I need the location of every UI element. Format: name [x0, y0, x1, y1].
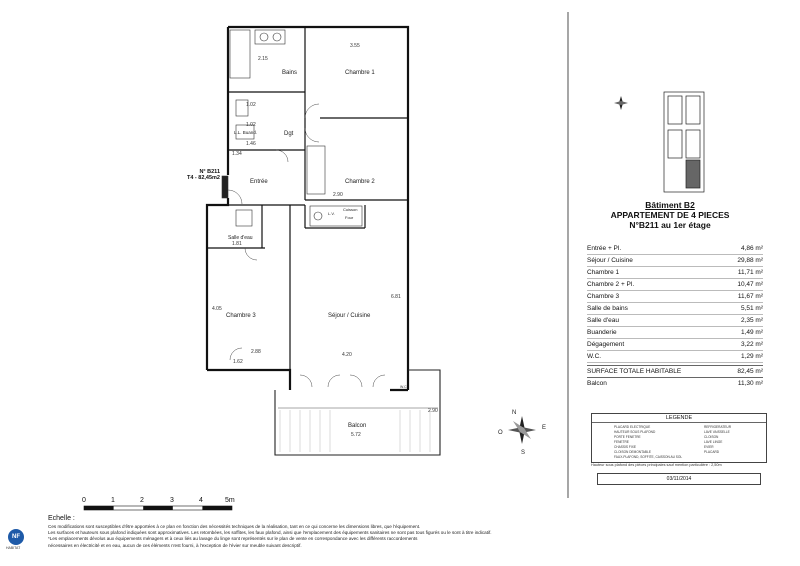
dim-label: 1.46 [246, 141, 256, 147]
legend-item: EVIER [704, 445, 714, 449]
legend-item: CLOISON [704, 435, 719, 439]
compass-e: E [542, 425, 547, 431]
dim-label: 2.90 [333, 192, 343, 198]
disclaimer-line: nécessaires en électricité et en eau, aucun de ces éléments n'est fourni, à l'exception de l'évier sur meuble suivant descriptif. [48, 542, 302, 548]
disclaimer-line: Ces modifications sont susceptibles d'être apportées à ce plan en fonction des nécessités techniques de la réalisation, tant en ce qui concerne les dimensions libres, que l'équipement. [48, 524, 421, 529]
room-label-cuisson: Cuisson [343, 207, 358, 212]
dim-label: 3.55 [350, 43, 360, 49]
legend-item: CHASSIS FIXE [614, 445, 636, 449]
dim-label: 4.20 [342, 352, 352, 358]
apartment-number: N° B211 [199, 169, 220, 175]
legend-item: CLOISON DEMONTABLE [614, 450, 651, 454]
room-label-sejour: Séjour / Cuisine [328, 313, 371, 319]
key-plan-compass-icon [614, 96, 628, 110]
room-label-lli: L.L. Buand. [234, 130, 258, 135]
exterior-walls [207, 27, 408, 390]
key-plan-thumbnail [664, 92, 704, 192]
plan-date: 03/11/2014 [597, 473, 761, 485]
area-table [587, 243, 763, 389]
scale-label: Echelle : [48, 515, 75, 522]
scale-tick: 1 [111, 497, 115, 504]
room-label-dgt: Dgt [284, 131, 294, 137]
legend-item: LAVE LINGE [704, 440, 723, 444]
balcony-hatch [280, 410, 430, 452]
area-row: Séjour / Cuisine 29,88 m² [587, 255, 763, 267]
area-row: Salle de bains 5,51 m² [587, 303, 763, 315]
area-row: W.C. 1,29 m² [587, 351, 763, 363]
disclaimer-line: *Les emplacements dévolus aux équipements ménagers et à ceux liés au lavage du linge sont représentés sur le plan de vente en correspondance avec les différents raccordements [48, 536, 418, 542]
dim-label: 5.72 [351, 432, 361, 438]
legend-item: REFRIGERATEUR [704, 425, 732, 429]
disclaimer-line: Les surfaces et hauteurs sous plafond indiquées sont approximatives. Les retombées, les soffites, les faux plafond, ainsi que l'emplacement des équipements sanitaires ne sont pas tous figurés ou le sont à titre indicatif. [48, 530, 492, 536]
legend-item: FENETRE [614, 440, 629, 444]
compass-s: S [521, 450, 526, 456]
scale-tick: 3 [170, 497, 174, 504]
room-label-chambre1: Chambre 1 [345, 70, 375, 76]
dim-label: 6.81 [391, 294, 401, 300]
area-row: Dégagement 3,22 m² [587, 339, 763, 351]
area-row: Chambre 2 + Pl. 10,47 m² [587, 279, 763, 291]
dim-label: 1.62 [233, 359, 243, 365]
legend-item: LAVE VAISSELLE [704, 430, 730, 434]
nf-logo-subtitle: HABITAT [6, 546, 21, 550]
scale-tick: 5m [225, 497, 235, 504]
ceiling-height-note: Hauteur sous plafond des pièces principales sauf mention particulière : 2,50m [591, 463, 722, 467]
room-label-entree: Entrée [250, 179, 268, 185]
dim-label: 2.90 [428, 408, 438, 414]
legend-item: FAUX-PLAFOND, SOFFITE, CAISSON AU SOL [614, 455, 683, 459]
apartment-area: T4 - 82,45m2 [186, 175, 220, 181]
apartment-label [182, 169, 220, 181]
wc-label: W.C. [400, 385, 408, 389]
dim-label: 1.02 [246, 122, 256, 128]
dim-label: 1.81 [232, 241, 242, 247]
legend-item: PLACARD [704, 450, 720, 454]
room-label-chambre2: Chambre 2 [345, 179, 375, 185]
room-label-salle-eau: Salle d'eau [228, 235, 253, 241]
balcony-outline [275, 370, 440, 455]
area-row: Chambre 1 11,71 m² [587, 267, 763, 279]
dim-label: 2.15 [258, 56, 268, 62]
area-row: Chambre 3 11,67 m² [587, 291, 763, 303]
room-label-balcon: Balcon [348, 423, 367, 429]
legend-box [591, 413, 767, 463]
legend-item: HAUTEUR SOUS PLAFOND [614, 430, 656, 434]
scale-tick: 4 [199, 497, 203, 504]
total-area-row: SURFACE TOTALE HABITABLE 82,45 m² [587, 365, 763, 378]
building-name: Bâtiment B2 [645, 200, 695, 210]
room-label-bains: Bains [282, 70, 298, 76]
dim-label: 1.02 [246, 102, 256, 108]
compass-icon [498, 410, 546, 456]
dim-label: 4.05 [212, 306, 222, 312]
dim-label: 1.34 [232, 151, 242, 157]
area-row: Salle d'eau 2,35 m² [587, 315, 763, 327]
area-row: Buanderie 1,49 m² [587, 327, 763, 339]
balcony-area-row: Balcon 11,30 m² [587, 380, 763, 387]
apartment-type: APPARTEMENT DE 4 PIECES [610, 210, 730, 220]
legend-item: PORTE FENETRE [614, 435, 641, 439]
compass-n: N [512, 410, 517, 416]
scale-bar [84, 506, 232, 510]
room-label-chambre3: Chambre 3 [226, 313, 256, 319]
panel-title [560, 200, 780, 230]
room-label-lv: L.V. [328, 211, 335, 216]
area-row: Entrée + Pl. 4,86 m² [587, 243, 763, 255]
legend-title: LEGENDE [592, 414, 766, 423]
scale-tick: 2 [140, 497, 144, 504]
scale-tick: 0 [82, 497, 86, 504]
nf-logo: NF [8, 529, 24, 545]
legend-item: PLACARD ELECTRIQUE [614, 425, 651, 429]
dim-label: 2.88 [251, 349, 261, 355]
apartment-number-floor: N°B211 au 1er étage [629, 220, 711, 230]
room-label-four: Four [345, 215, 354, 220]
disclaimer [48, 524, 608, 549]
compass-o: O [498, 430, 503, 436]
